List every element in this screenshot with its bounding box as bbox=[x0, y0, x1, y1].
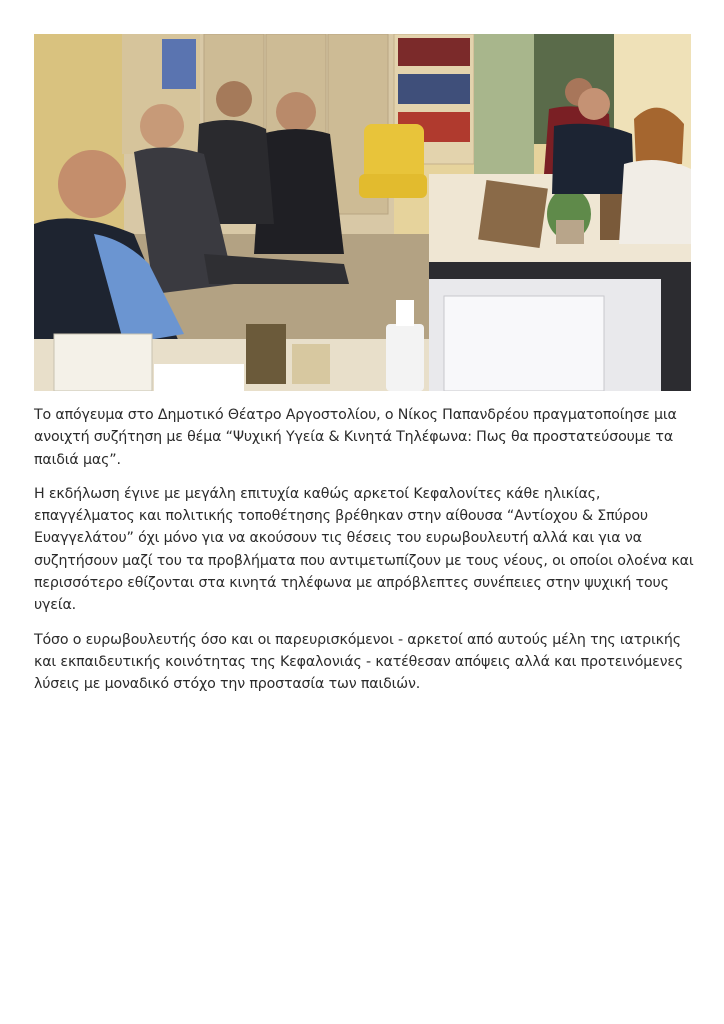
article-paragraph-1: Το απόγευμα στο Δημοτικό Θέατρο Αργοστολίου, ο Νίκος Παπανδρέου πραγματοποίησε μια ανοιχτή συζήτηση με θέμα “Ψυχική Υγεία & Κινητά Τηλέφωνα: Πως θα προστατεύσουμε τα παιδιά μας”. bbox=[34, 407, 677, 468]
meeting-photo-illustration bbox=[34, 34, 691, 391]
article-paragraph-3: Τόσο ο ευρωβουλευτής όσο και οι παρευρισκόμενοι - αρκετοί από αυτούς μέλη της ιατρικής και εκπαιδευτικής κοινότητας της Κεφαλονιάς - κατέθεσαν απόψεις αλλά και προτεινόμενες λύσεις με μοναδικό στόχο την προστασία των παιδιών. bbox=[34, 631, 684, 693]
article-body bbox=[34, 404, 694, 708]
article-paragraph-2: Η εκδήλωση έγινε με μεγάλη επιτυχία καθώς αρκετοί Κεφαλονίτες κάθε ηλικίας, επαγγέλματος και πολιτικής τοποθέτησης βρέθηκαν στην αίθουσα “Αντίοχου & Σπύρου Ευαγγελάτου” όχι μόνο για να ακούσουν τις θέσεις του ευρωβουλευτή αλλά και για να συζητήσουν μαζί του τα προβλήματα που αντιμετωπίζουν με τους νέους, οι οποίοι ολοένα και περισσότερο εθίζονται στα κινητά τηλέφωνα με απρόβλεπτες συνέπειες στην ψυχική τους υγεία. bbox=[34, 485, 694, 614]
article-photo bbox=[34, 34, 691, 391]
